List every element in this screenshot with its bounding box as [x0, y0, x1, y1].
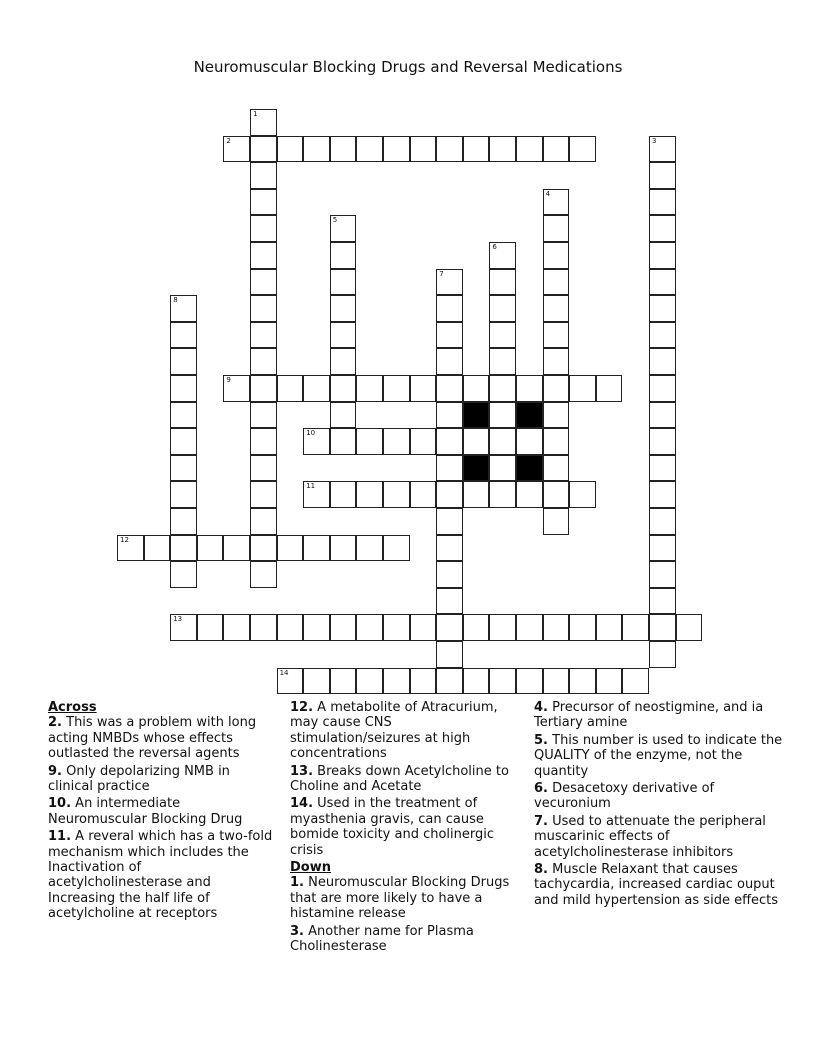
grid-cell[interactable]: [250, 428, 277, 455]
grid-cell[interactable]: [516, 614, 543, 641]
clue-number: 4: [545, 189, 551, 198]
grid-cell[interactable]: [356, 428, 383, 455]
grid-cell[interactable]: [383, 375, 410, 402]
grid-cell[interactable]: [622, 668, 649, 695]
grid-cell[interactable]: [383, 428, 410, 455]
grid-cell[interactable]: [489, 402, 516, 429]
grid-cell[interactable]: [596, 668, 623, 695]
grid-cell[interactable]: [330, 481, 357, 508]
clue-down-4: 4. Precursor of neostigmine, and ia Tertiary amine: [534, 700, 764, 731]
grid-cell[interactable]: [330, 428, 357, 455]
grid-cell[interactable]: [489, 322, 516, 349]
grid-cell[interactable]: [436, 668, 463, 695]
clue-number: 5: [332, 216, 338, 225]
grid-cell[interactable]: [356, 136, 383, 163]
grid-cell[interactable]: [649, 614, 676, 641]
grid-cell[interactable]: [170, 428, 197, 455]
grid-cell[interactable]: [649, 561, 676, 588]
grid-cell[interactable]: [117, 535, 144, 562]
grid-cell[interactable]: [250, 162, 277, 189]
grid-cell[interactable]: [250, 189, 277, 216]
grid-cell[interactable]: [436, 136, 463, 163]
grid-cell[interactable]: [649, 189, 676, 216]
grid-cell[interactable]: [223, 535, 250, 562]
grid-cell[interactable]: [330, 348, 357, 375]
grid-cell[interactable]: [250, 269, 277, 296]
clues-column-1: [48, 700, 276, 924]
grid-cell[interactable]: [463, 375, 490, 402]
grid-cell[interactable]: [569, 668, 596, 695]
grid-block: [463, 402, 490, 429]
grid-cell[interactable]: [543, 481, 570, 508]
grid-cell[interactable]: [223, 136, 250, 163]
grid-cell[interactable]: [436, 348, 463, 375]
grid-cell[interactable]: [277, 136, 304, 163]
grid-cell[interactable]: [383, 668, 410, 695]
grid-cell[interactable]: [649, 136, 676, 163]
grid-cell[interactable]: [383, 136, 410, 163]
grid-cell[interactable]: [649, 269, 676, 296]
grid-cell[interactable]: [330, 668, 357, 695]
grid-cell[interactable]: [436, 375, 463, 402]
grid-cell[interactable]: [516, 136, 543, 163]
grid-cell[interactable]: [170, 348, 197, 375]
grid-cell[interactable]: [356, 614, 383, 641]
grid-cell[interactable]: [569, 481, 596, 508]
grid-cell[interactable]: [649, 162, 676, 189]
grid-cell[interactable]: [277, 375, 304, 402]
grid-cell[interactable]: [410, 136, 437, 163]
grid-cell[interactable]: [543, 295, 570, 322]
clue-across-10: 10. An intermediate Neuromuscular Blocking Drug: [48, 796, 243, 827]
grid-cell[interactable]: [489, 295, 516, 322]
grid-cell[interactable]: [170, 402, 197, 429]
clues-column-3: [534, 700, 790, 910]
grid-cell[interactable]: [436, 481, 463, 508]
grid-cell[interactable]: [543, 428, 570, 455]
grid-cell[interactable]: [277, 668, 304, 695]
grid-cell[interactable]: [303, 668, 330, 695]
grid-cell[interactable]: [543, 402, 570, 429]
grid-cell[interactable]: [489, 614, 516, 641]
grid-cell[interactable]: [330, 295, 357, 322]
grid-cell[interactable]: [170, 535, 197, 562]
grid-cell[interactable]: [543, 215, 570, 242]
grid-cell[interactable]: [330, 215, 357, 242]
grid-cell[interactable]: [277, 535, 304, 562]
grid-cell[interactable]: [649, 295, 676, 322]
grid-cell[interactable]: [170, 481, 197, 508]
grid-cell[interactable]: [543, 348, 570, 375]
grid-cell[interactable]: [489, 269, 516, 296]
grid-cell[interactable]: [410, 375, 437, 402]
grid-cell[interactable]: [649, 215, 676, 242]
grid-cell[interactable]: [543, 375, 570, 402]
grid-cell[interactable]: [436, 295, 463, 322]
grid-cell[interactable]: [250, 322, 277, 349]
clue-down-7: 7. Used to attenuate the peripheral muscarinic effects of acetylcholinesterase inhibitors: [534, 813, 766, 860]
grid-cell[interactable]: [436, 455, 463, 482]
grid-cell[interactable]: [330, 402, 357, 429]
grid-cell[interactable]: [250, 375, 277, 402]
grid-cell[interactable]: [489, 242, 516, 269]
grid-cell[interactable]: [383, 535, 410, 562]
grid-block: [516, 455, 543, 482]
grid-cell[interactable]: [596, 614, 623, 641]
clue-number: 11: [306, 482, 316, 491]
clue-across-13: 13. Breaks down Acetylcholine to Choline and Acetate: [290, 763, 509, 795]
grid-cell[interactable]: [170, 295, 197, 322]
grid-cell[interactable]: [489, 136, 516, 163]
grid-cell[interactable]: [649, 375, 676, 402]
grid-cell[interactable]: [543, 668, 570, 695]
grid-cell[interactable]: [543, 189, 570, 216]
grid-cell[interactable]: [410, 428, 437, 455]
grid-cell[interactable]: [410, 481, 437, 508]
grid-cell[interactable]: [489, 455, 516, 482]
grid-cell[interactable]: [649, 508, 676, 535]
grid-cell[interactable]: [330, 269, 357, 296]
grid-cell[interactable]: [250, 109, 277, 136]
grid-cell[interactable]: [303, 136, 330, 163]
grid-cell[interactable]: [569, 136, 596, 163]
grid-cell[interactable]: [543, 508, 570, 535]
grid-cell[interactable]: [330, 375, 357, 402]
grid-cell[interactable]: [543, 455, 570, 482]
clue-number: 7: [439, 269, 444, 278]
grid-cell[interactable]: [463, 668, 490, 695]
grid-cell[interactable]: [543, 614, 570, 641]
grid-cell[interactable]: [250, 614, 277, 641]
clue-down-6: 6. Desacetoxy derivative of vecuronium: [534, 781, 715, 812]
grid-cell[interactable]: [170, 322, 197, 349]
grid-cell[interactable]: [489, 348, 516, 375]
grid-cell[interactable]: [303, 375, 330, 402]
grid-cell[interactable]: [649, 242, 676, 269]
clue-number: 10: [306, 429, 316, 438]
grid-cell[interactable]: [410, 668, 437, 695]
grid-cell[interactable]: [170, 375, 197, 402]
grid-cell[interactable]: [383, 614, 410, 641]
clue-number: 8: [173, 296, 178, 305]
grid-cell[interactable]: [170, 561, 197, 588]
grid-cell[interactable]: [436, 614, 463, 641]
grid-cell[interactable]: [223, 614, 250, 641]
grid-cell[interactable]: [303, 535, 330, 562]
grid-cell[interactable]: [463, 481, 490, 508]
clue-number: 6: [492, 243, 497, 251]
grid-cell[interactable]: [250, 215, 277, 242]
grid-block: [516, 402, 543, 429]
grid-cell[interactable]: [649, 428, 676, 455]
grid-cell[interactable]: [223, 375, 250, 402]
grid-cell[interactable]: [330, 136, 357, 163]
grid-cell[interactable]: [463, 136, 490, 163]
grid-cell[interactable]: [516, 668, 543, 695]
grid-cell[interactable]: [144, 535, 171, 562]
grid-cell[interactable]: [330, 322, 357, 349]
grid-cell[interactable]: [410, 614, 437, 641]
grid-cell[interactable]: [436, 561, 463, 588]
grid-cell[interactable]: [436, 428, 463, 455]
clue-number: 14: [279, 668, 289, 677]
clue-down-8: 8. Muscle Relaxant that causes tachycardia, increased cardiac ouput and mild hypertension as side effects: [534, 862, 779, 908]
clue-number: 1: [253, 110, 258, 118]
grid-cell[interactable]: [277, 614, 304, 641]
grid-cell[interactable]: [250, 561, 277, 588]
grid-cell[interactable]: [649, 588, 676, 615]
grid-cell[interactable]: [489, 481, 516, 508]
clue-down-5: 5. This number is used to indicate the QUALITY of the enzyme, not the quantity: [534, 732, 783, 779]
grid-cell[interactable]: [649, 535, 676, 562]
grid-cell[interactable]: [170, 614, 197, 641]
grid-cell[interactable]: [250, 295, 277, 322]
grid-cell[interactable]: [463, 428, 490, 455]
clue-across-14: 14. Used in the treatment of myasthenia gravis, can cause bomide toxicity and cholinergic crisis: [290, 796, 495, 858]
grid-cell[interactable]: [596, 375, 623, 402]
grid-cell[interactable]: [383, 481, 410, 508]
clue-number: 12: [120, 535, 129, 544]
clue-across-9: 9. Only depolarizing NMB in clinical practice: [48, 763, 230, 795]
grid-cell[interactable]: [569, 614, 596, 641]
grid-cell[interactable]: [649, 481, 676, 508]
grid-cell[interactable]: [649, 322, 676, 349]
grid-cell[interactable]: [436, 508, 463, 535]
clue-number: 9: [226, 376, 231, 384]
grid-cell[interactable]: [197, 535, 224, 562]
clue-across-12: 12. A metabolite of Atracurium, may cause CNS stimulation/seizures at high concentrations: [290, 700, 498, 762]
grid-cell[interactable]: [170, 508, 197, 535]
grid-cell[interactable]: [649, 641, 676, 668]
grid-cell[interactable]: [303, 428, 330, 455]
grid-cell[interactable]: [516, 375, 543, 402]
grid-cell[interactable]: [436, 641, 463, 668]
grid-cell[interactable]: [569, 375, 596, 402]
across-heading: Across: [48, 700, 97, 715]
grid-cell[interactable]: [489, 375, 516, 402]
down-heading: Down: [290, 860, 331, 876]
grid-cell[interactable]: [356, 375, 383, 402]
grid-cell[interactable]: [649, 455, 676, 482]
grid-cell[interactable]: [489, 428, 516, 455]
grid-cell[interactable]: [303, 614, 330, 641]
grid-cell[interactable]: [543, 322, 570, 349]
grid-cell[interactable]: [250, 455, 277, 482]
grid-cell[interactable]: [250, 535, 277, 562]
grid-cell[interactable]: [622, 614, 649, 641]
clue-across-11: 11. A reveral which has a two-fold mechanism which includes the Inactivation of acetylcholinesterase and Increasing the half life of acetylcholine at receptors: [48, 829, 273, 922]
grid-cell[interactable]: [330, 535, 357, 562]
grid-cell[interactable]: [516, 481, 543, 508]
grid-cell[interactable]: [197, 614, 224, 641]
grid-cell[interactable]: [436, 322, 463, 349]
grid-cell[interactable]: [436, 269, 463, 296]
grid-cell[interactable]: [436, 535, 463, 562]
clues-column-2: [290, 700, 526, 957]
puzzle-title: Neuromuscular Blocking Drugs and Reversal Medications: [193, 58, 623, 76]
grid-cell[interactable]: [676, 614, 703, 641]
grid-cell[interactable]: [516, 428, 543, 455]
grid-cell[interactable]: [649, 348, 676, 375]
grid-cell[interactable]: [330, 242, 357, 269]
grid-cell[interactable]: [303, 481, 330, 508]
grid-cell[interactable]: [330, 614, 357, 641]
grid-cell[interactable]: [250, 136, 277, 163]
grid-cell[interactable]: [170, 455, 197, 482]
grid-cell[interactable]: [436, 588, 463, 615]
grid-cell[interactable]: [356, 535, 383, 562]
grid-cell[interactable]: [543, 269, 570, 296]
clue-down-3: 3. Another name for Plasma Cholinesterase: [290, 923, 474, 955]
clue-down-1: 1. Neuromuscular Blocking Drugs that are more likely to have a histamine release: [290, 875, 510, 922]
grid-cell[interactable]: [356, 668, 383, 695]
grid-cell[interactable]: [489, 668, 516, 695]
grid-cell[interactable]: [250, 481, 277, 508]
grid-cell[interactable]: [649, 402, 676, 429]
grid-cell[interactable]: [250, 508, 277, 535]
grid-cell[interactable]: [250, 242, 277, 269]
clue-number: 13: [173, 615, 183, 624]
grid-block: [463, 455, 490, 482]
grid-cell[interactable]: [356, 481, 383, 508]
clue-number: 3: [652, 136, 657, 145]
grid-cell[interactable]: [250, 402, 277, 429]
grid-cell[interactable]: [436, 402, 463, 429]
grid-cell[interactable]: [543, 242, 570, 269]
grid-cell[interactable]: [250, 348, 277, 375]
grid-cell[interactable]: [543, 136, 570, 163]
clue-number: 2: [226, 136, 231, 145]
clue-across-2: 2. This was a problem with long acting NMBDs whose effects outlasted the reversal agents: [48, 715, 257, 762]
grid-cell[interactable]: [463, 614, 490, 641]
